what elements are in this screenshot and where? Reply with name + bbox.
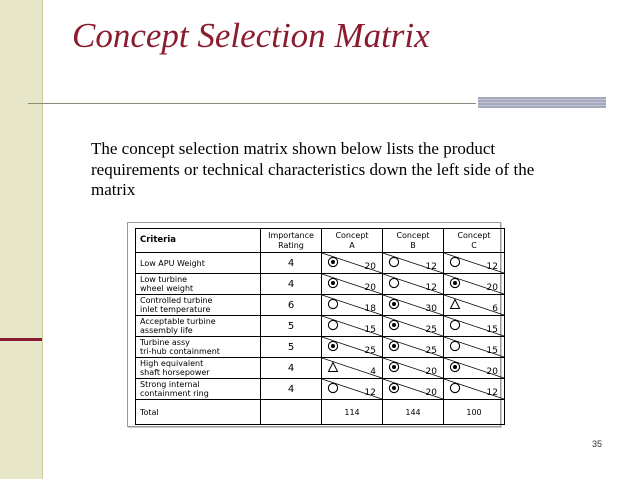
concept-b-score-cell [383,358,444,379]
bullseye-icon [388,298,400,310]
criteria-header-label: Criteria [140,235,177,245]
circle-icon [449,319,461,331]
concept-a-score-cell [322,358,383,379]
score-cell-content [444,295,504,315]
criteria-label: wheel weight [140,284,194,293]
title-divider [28,103,476,104]
weighted-score: 12 [364,388,376,398]
matrix-row [136,337,505,358]
total-concept-a: 114 [322,400,383,425]
total-label-text: Total [140,407,159,417]
score-cell-content [322,274,382,294]
score-cell-content [322,358,382,378]
importance-rating: 4 [261,379,322,400]
criteria-cell [136,358,261,379]
concept-c-score-cell [444,337,505,358]
score-cell-content [444,379,504,399]
concept-b-header-line-1: Concept [396,230,430,240]
intro-text: The concept selection matrix shown below lists the product requirements or technical characteristics down the left side of the matrix [91,139,535,199]
bullseye-icon [327,256,339,268]
score-cell-content [383,316,443,336]
concept-c-score-cell [444,358,505,379]
concept-b-score-cell [383,337,444,358]
triangle-icon [327,361,339,373]
weighted-score: 20 [486,367,498,377]
concept-b-score-cell [383,274,444,295]
weighted-score: 18 [364,304,376,314]
circle-icon [327,298,339,310]
matrix-body [136,253,505,400]
score-cell-content [383,379,443,399]
bullseye-icon [449,361,461,373]
criteria-label: inlet temperature [140,305,211,314]
score-cell-content [444,253,504,273]
importance-rating: 4 [261,253,322,274]
concept-b-score-cell [383,253,444,274]
criteria-label: Low turbine [140,275,188,284]
score-cell-content [444,316,504,336]
weighted-score: 30 [425,304,437,314]
circle-icon [327,319,339,331]
concept-b-score-cell [383,295,444,316]
weighted-score: 12 [425,262,437,272]
concept-b-header [383,229,444,253]
score-cell-content [322,253,382,273]
criteria-label: assembly life [140,326,193,335]
weighted-score: 15 [486,325,498,335]
concept-a-score-cell [322,379,383,400]
weighted-score: 4 [370,367,376,377]
concept-selection-matrix [135,228,505,425]
circle-icon [449,256,461,268]
circle-icon [449,340,461,352]
weighted-score: 20 [364,262,376,272]
score-cell-content [322,379,382,399]
bullseye-icon [388,319,400,331]
matrix-row [136,358,505,379]
header-row [136,229,505,253]
concept-c-header [444,229,505,253]
total-row [136,400,505,425]
circle-icon [388,277,400,289]
matrix-row [136,379,505,400]
circle-icon [388,256,400,268]
criteria-label: Turbine assy [140,338,190,347]
slide-title: Concept Selection Matrix [72,16,430,55]
criteria-header [136,229,261,253]
concept-a-header-line-1: Concept [335,230,369,240]
criteria-label: Acceptable turbine [140,317,216,326]
criteria-cell [136,274,261,295]
page-number: 35 [592,439,603,449]
weighted-score: 20 [425,367,437,377]
weighted-score: 15 [486,346,498,356]
score-cell-content [383,253,443,273]
side-band-edge [42,0,43,479]
weighted-score: 25 [425,346,437,356]
concept-a-score-cell [322,295,383,316]
criteria-label: Low APU Weight [140,258,205,268]
concept-a-header-line-2: A [349,240,355,250]
score-cell-content [444,337,504,357]
concept-c-header-line-1: Concept [457,230,491,240]
total-concept-c: 100 [444,400,505,425]
concept-c-score-cell [444,379,505,400]
criteria-cell [136,379,261,400]
importance-header-line-2: Rating [278,240,304,250]
total-label [136,400,261,425]
concept-b-score-cell [383,316,444,337]
concept-a-score-cell [322,316,383,337]
side-accent-mark [0,338,42,341]
score-cell-content [383,358,443,378]
concept-c-score-cell [444,274,505,295]
criteria-cell [136,316,261,337]
criteria-cell [136,337,261,358]
importance-header [261,229,322,253]
importance-header-line-1: Importance [268,230,314,240]
concept-c-header-line-2: C [471,240,477,250]
criteria-label: shaft horsepower [140,368,210,377]
concept-c-score-cell [444,253,505,274]
criteria-label: tri-hub containment [140,347,220,356]
total-importance-cell [261,400,322,425]
criteria-label: containment ring [140,389,209,398]
weighted-score: 20 [486,283,498,293]
score-cell-content [383,337,443,357]
importance-rating: 4 [261,274,322,295]
bullseye-icon [388,340,400,352]
score-cell-content [444,358,504,378]
circle-icon [327,382,339,394]
concept-b-header-line-2: B [410,240,416,250]
score-cell-content [383,295,443,315]
criteria-label: High equivalent [140,359,204,368]
matrix-row [136,295,505,316]
weighted-score: 25 [364,346,376,356]
score-cell-content [322,337,382,357]
circle-icon [449,382,461,394]
weighted-score: 20 [425,388,437,398]
bullseye-icon [388,361,400,373]
score-cell-content [322,295,382,315]
importance-rating: 5 [261,337,322,358]
matrix-row [136,253,505,274]
importance-rating: 6 [261,295,322,316]
score-cell-content [383,274,443,294]
weighted-score: 25 [425,325,437,335]
bullseye-icon [327,277,339,289]
weighted-score: 6 [492,304,498,314]
bullseye-icon [388,382,400,394]
concept-b-score-cell [383,379,444,400]
criteria-label: Controlled turbine [140,296,213,305]
side-band [0,0,42,479]
weighted-score: 12 [425,283,437,293]
bullseye-icon [327,340,339,352]
triangle-icon [449,298,461,310]
concept-c-score-cell [444,295,505,316]
weighted-score: 12 [486,388,498,398]
score-cell-content [444,274,504,294]
score-cell-content [322,316,382,336]
concept-a-header [322,229,383,253]
importance-rating: 4 [261,358,322,379]
concept-c-score-cell [444,316,505,337]
criteria-cell [136,253,261,274]
criteria-label: Strong internal [140,380,200,389]
matrix-row [136,274,505,295]
weighted-score: 15 [364,325,376,335]
concept-a-score-cell [322,274,383,295]
total-concept-b: 144 [383,400,444,425]
weighted-score: 12 [486,262,498,272]
concept-a-score-cell [322,337,383,358]
bullseye-icon [449,277,461,289]
title-accent-bar [478,97,606,108]
concept-a-score-cell [322,253,383,274]
importance-rating: 5 [261,316,322,337]
criteria-cell [136,295,261,316]
matrix-row [136,316,505,337]
weighted-score: 20 [364,283,376,293]
